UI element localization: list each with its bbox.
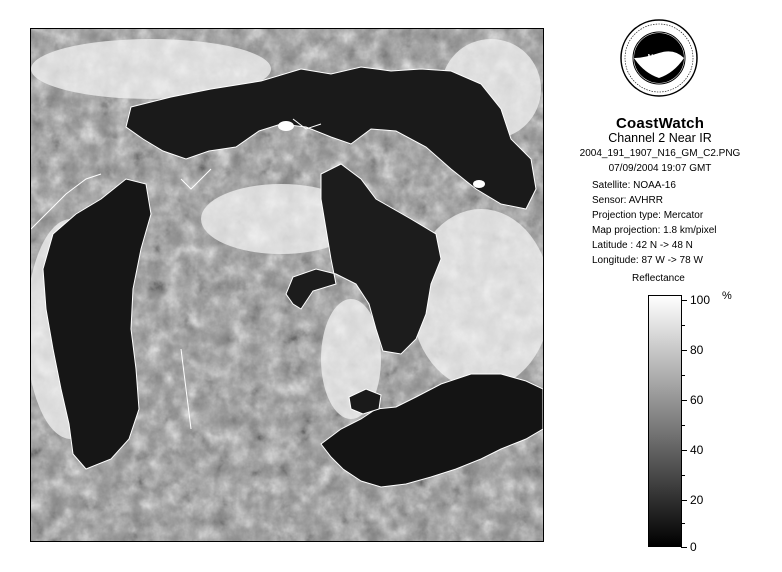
tick-0 xyxy=(681,547,687,548)
tick-40 xyxy=(681,450,687,451)
noaa-seal-icon xyxy=(619,18,699,98)
tick-minor xyxy=(681,523,685,524)
channel-label: Channel 2 Near IR xyxy=(608,131,712,145)
tick-minor xyxy=(681,375,685,376)
svg-text:NOAA: NOAA xyxy=(647,53,671,62)
legend-title: Reflectance xyxy=(632,273,685,284)
filename-label: 2004_191_1907_N16_GM_C2.PNG xyxy=(579,148,741,159)
tick-label-60: 60 xyxy=(690,393,704,407)
tick-60 xyxy=(681,400,687,401)
satellite-image xyxy=(30,28,544,542)
tick-minor xyxy=(681,325,685,326)
legend-unit: % xyxy=(722,290,732,302)
reflectance-colorbar xyxy=(648,295,682,547)
tick-label-100: 100 xyxy=(690,293,711,307)
tick-minor xyxy=(681,425,685,426)
projection-label: Projection type: Mercator xyxy=(592,210,704,221)
sensor-label: Sensor: AVHRR xyxy=(592,195,663,206)
tick-minor xyxy=(681,475,685,476)
tick-label-20: 20 xyxy=(690,493,704,507)
map-svg xyxy=(31,29,543,541)
brand-title: CoastWatch xyxy=(615,115,705,132)
tick-20 xyxy=(681,500,687,501)
tick-label-0: 0 xyxy=(690,540,697,554)
tick-80 xyxy=(681,350,687,351)
tick-100 xyxy=(681,300,687,301)
map-projection-label: Map projection: 1.8 km/pixel xyxy=(592,225,717,236)
latitude-label: Latitude : 42 N -> 48 N xyxy=(592,240,693,251)
satellite-label: Satellite: NOAA-16 xyxy=(592,180,676,191)
longitude-label: Longitude: 87 W -> 78 W xyxy=(592,255,703,266)
datetime-label: 07/09/2004 19:07 GMT xyxy=(608,163,712,174)
tick-label-40: 40 xyxy=(690,443,704,457)
tick-label-80: 80 xyxy=(690,343,704,357)
